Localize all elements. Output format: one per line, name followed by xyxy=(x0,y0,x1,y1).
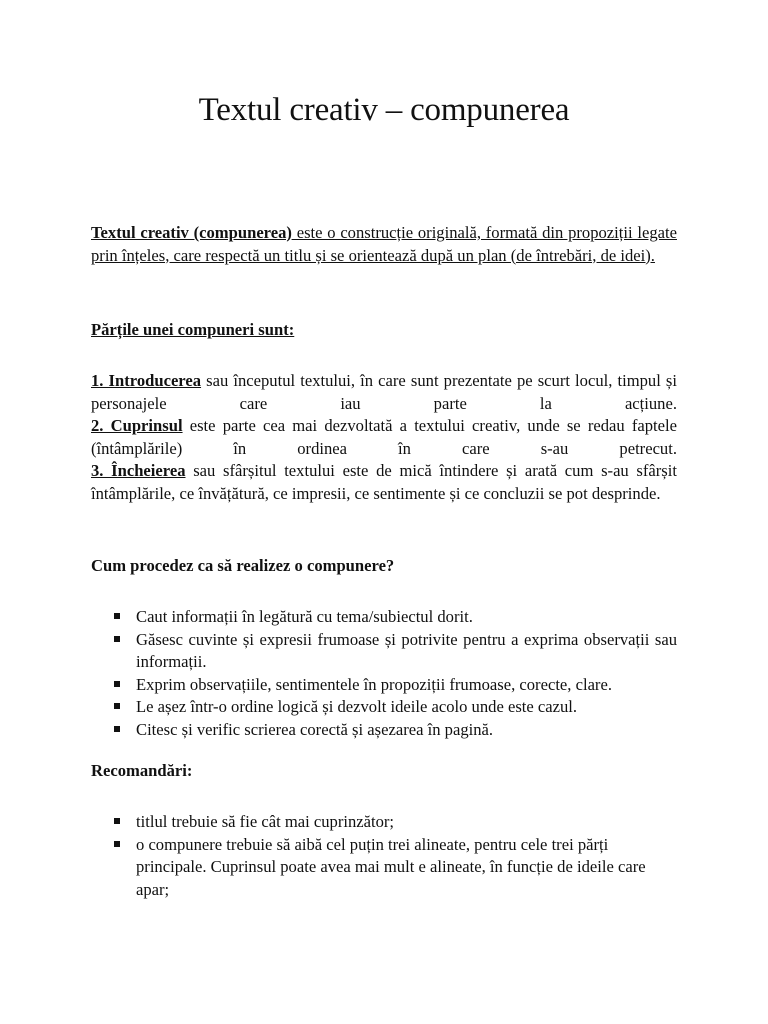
part-introducere xyxy=(91,370,677,415)
parts-section xyxy=(91,370,677,505)
page-title: Textul creativ – compunerea xyxy=(198,92,570,128)
intro-text: este o construcție originală, formată din propoziții legate prin înțeles, care respectă un titlu și se orientează după un plan (de întrebări, de idei). xyxy=(91,223,677,265)
intro-term: Textul creativ (compunerea) xyxy=(91,223,292,242)
part-term: 2. Cuprinsul xyxy=(91,416,183,435)
how-list xyxy=(112,606,677,741)
recommendations-heading: Recomandări: xyxy=(91,761,193,780)
list-item: Exprim observațiile, sentimentele în propoziții frumoase, corecte, clare. xyxy=(112,674,677,697)
part-cuprins xyxy=(91,415,677,460)
how-heading: Cum procedez ca să realizez o compunere? xyxy=(91,556,395,575)
square-bullet-icon xyxy=(114,726,120,732)
part-text: este parte cea mai dezvoltată a textului creativ, unde se redau faptele (întâmplările) în ordinea în care s-au petrecut. xyxy=(91,416,677,458)
intro-paragraph xyxy=(91,222,677,267)
list-item: Găsesc cuvinte și expresii frumoase și potrivite pentru a exprima observații sau informații. xyxy=(112,629,677,674)
part-incheiere xyxy=(91,460,677,505)
square-bullet-icon xyxy=(114,841,120,847)
list-item: titlul trebuie să fie cât mai cuprinzător; xyxy=(112,811,677,834)
list-item: Citesc și verific scrierea corectă și așezarea în pagină. xyxy=(112,719,677,742)
square-bullet-icon xyxy=(114,613,120,619)
square-bullet-icon xyxy=(114,818,120,824)
square-bullet-icon xyxy=(114,681,120,687)
square-bullet-icon xyxy=(114,636,120,642)
part-text: sau începutul textului, în care sunt prezentate pe scurt locul, timpul și personajele care iau parte la acțiune. xyxy=(91,371,677,413)
part-term: 1. Introducerea xyxy=(91,371,202,390)
list-item: Caut informații în legătură cu tema/subiectul dorit. xyxy=(112,606,677,629)
list-item: Le așez într-o ordine logică și dezvolt ideile acolo unde este cazul. xyxy=(112,696,677,719)
square-bullet-icon xyxy=(114,703,120,709)
list-item: o compunere trebuie să aibă cel puțin trei alineate, pentru cele trei părți principale. Cuprinsul poate avea mai mult e alineate, în funcție de ideile care apar; xyxy=(112,834,677,902)
parts-heading: Părțile unei compuneri sunt: xyxy=(91,320,295,339)
part-term: 3. Încheierea xyxy=(91,461,186,480)
recommendations-list xyxy=(112,811,677,901)
part-text: sau sfârșitul textului este de mică întindere și arată cum s-au sfârșit întâmplările, ce învățătură, ce impresii, ce sentimente și ce concluzii se pot desprinde. xyxy=(91,461,677,503)
